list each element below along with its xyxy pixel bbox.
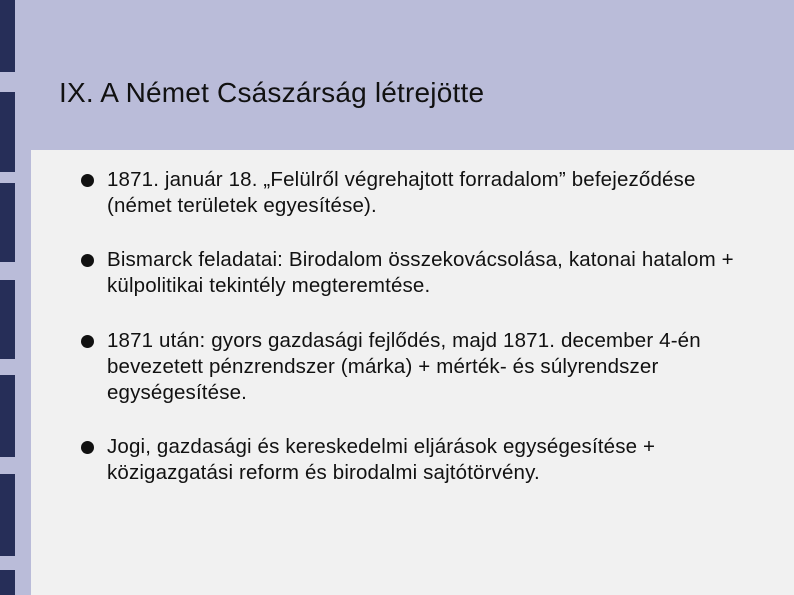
bullet-text: 1871. január 18. „Felülről végrehajtott forradalom” befejeződése (német területek egyesítése). — [107, 168, 696, 217]
left-accent-bar — [0, 92, 15, 172]
bullet-item — [107, 167, 747, 219]
bullet-text: Jogi, gazdasági és kereskedelmi eljárások egységesítése + közigazgatási reform és birodalmi sajtótörvény. — [107, 435, 656, 484]
left-accent-bar — [0, 183, 15, 262]
left-accent-bar — [0, 0, 15, 72]
bullet-text: 1871 után: gyors gazdasági fejlődés, majd 1871. december 4-én bevezetett pénzrendszer (márka) + mérték- és súlyrendszer egységesítése. — [107, 329, 701, 404]
bullet-item — [107, 328, 747, 406]
left-accent-bar — [0, 375, 15, 457]
left-accent-bar — [0, 570, 15, 595]
left-accent-bar — [0, 280, 15, 359]
bullet-dot-icon — [81, 174, 94, 187]
content-panel — [31, 150, 794, 595]
bullet-item — [107, 247, 747, 299]
slide-title: IX. A Német Császárság létrejötte — [59, 77, 485, 108]
bullet-text: Bismarck feladatai: Birodalom összekovácsolása, katonai hatalom + külpolitikai tekintély megteremtése. — [107, 248, 734, 297]
bullet-dot-icon — [81, 335, 94, 348]
left-accent-bar — [0, 474, 15, 556]
bullet-item — [107, 434, 747, 486]
bullet-dot-icon — [81, 254, 94, 267]
bullet-dot-icon — [81, 441, 94, 454]
